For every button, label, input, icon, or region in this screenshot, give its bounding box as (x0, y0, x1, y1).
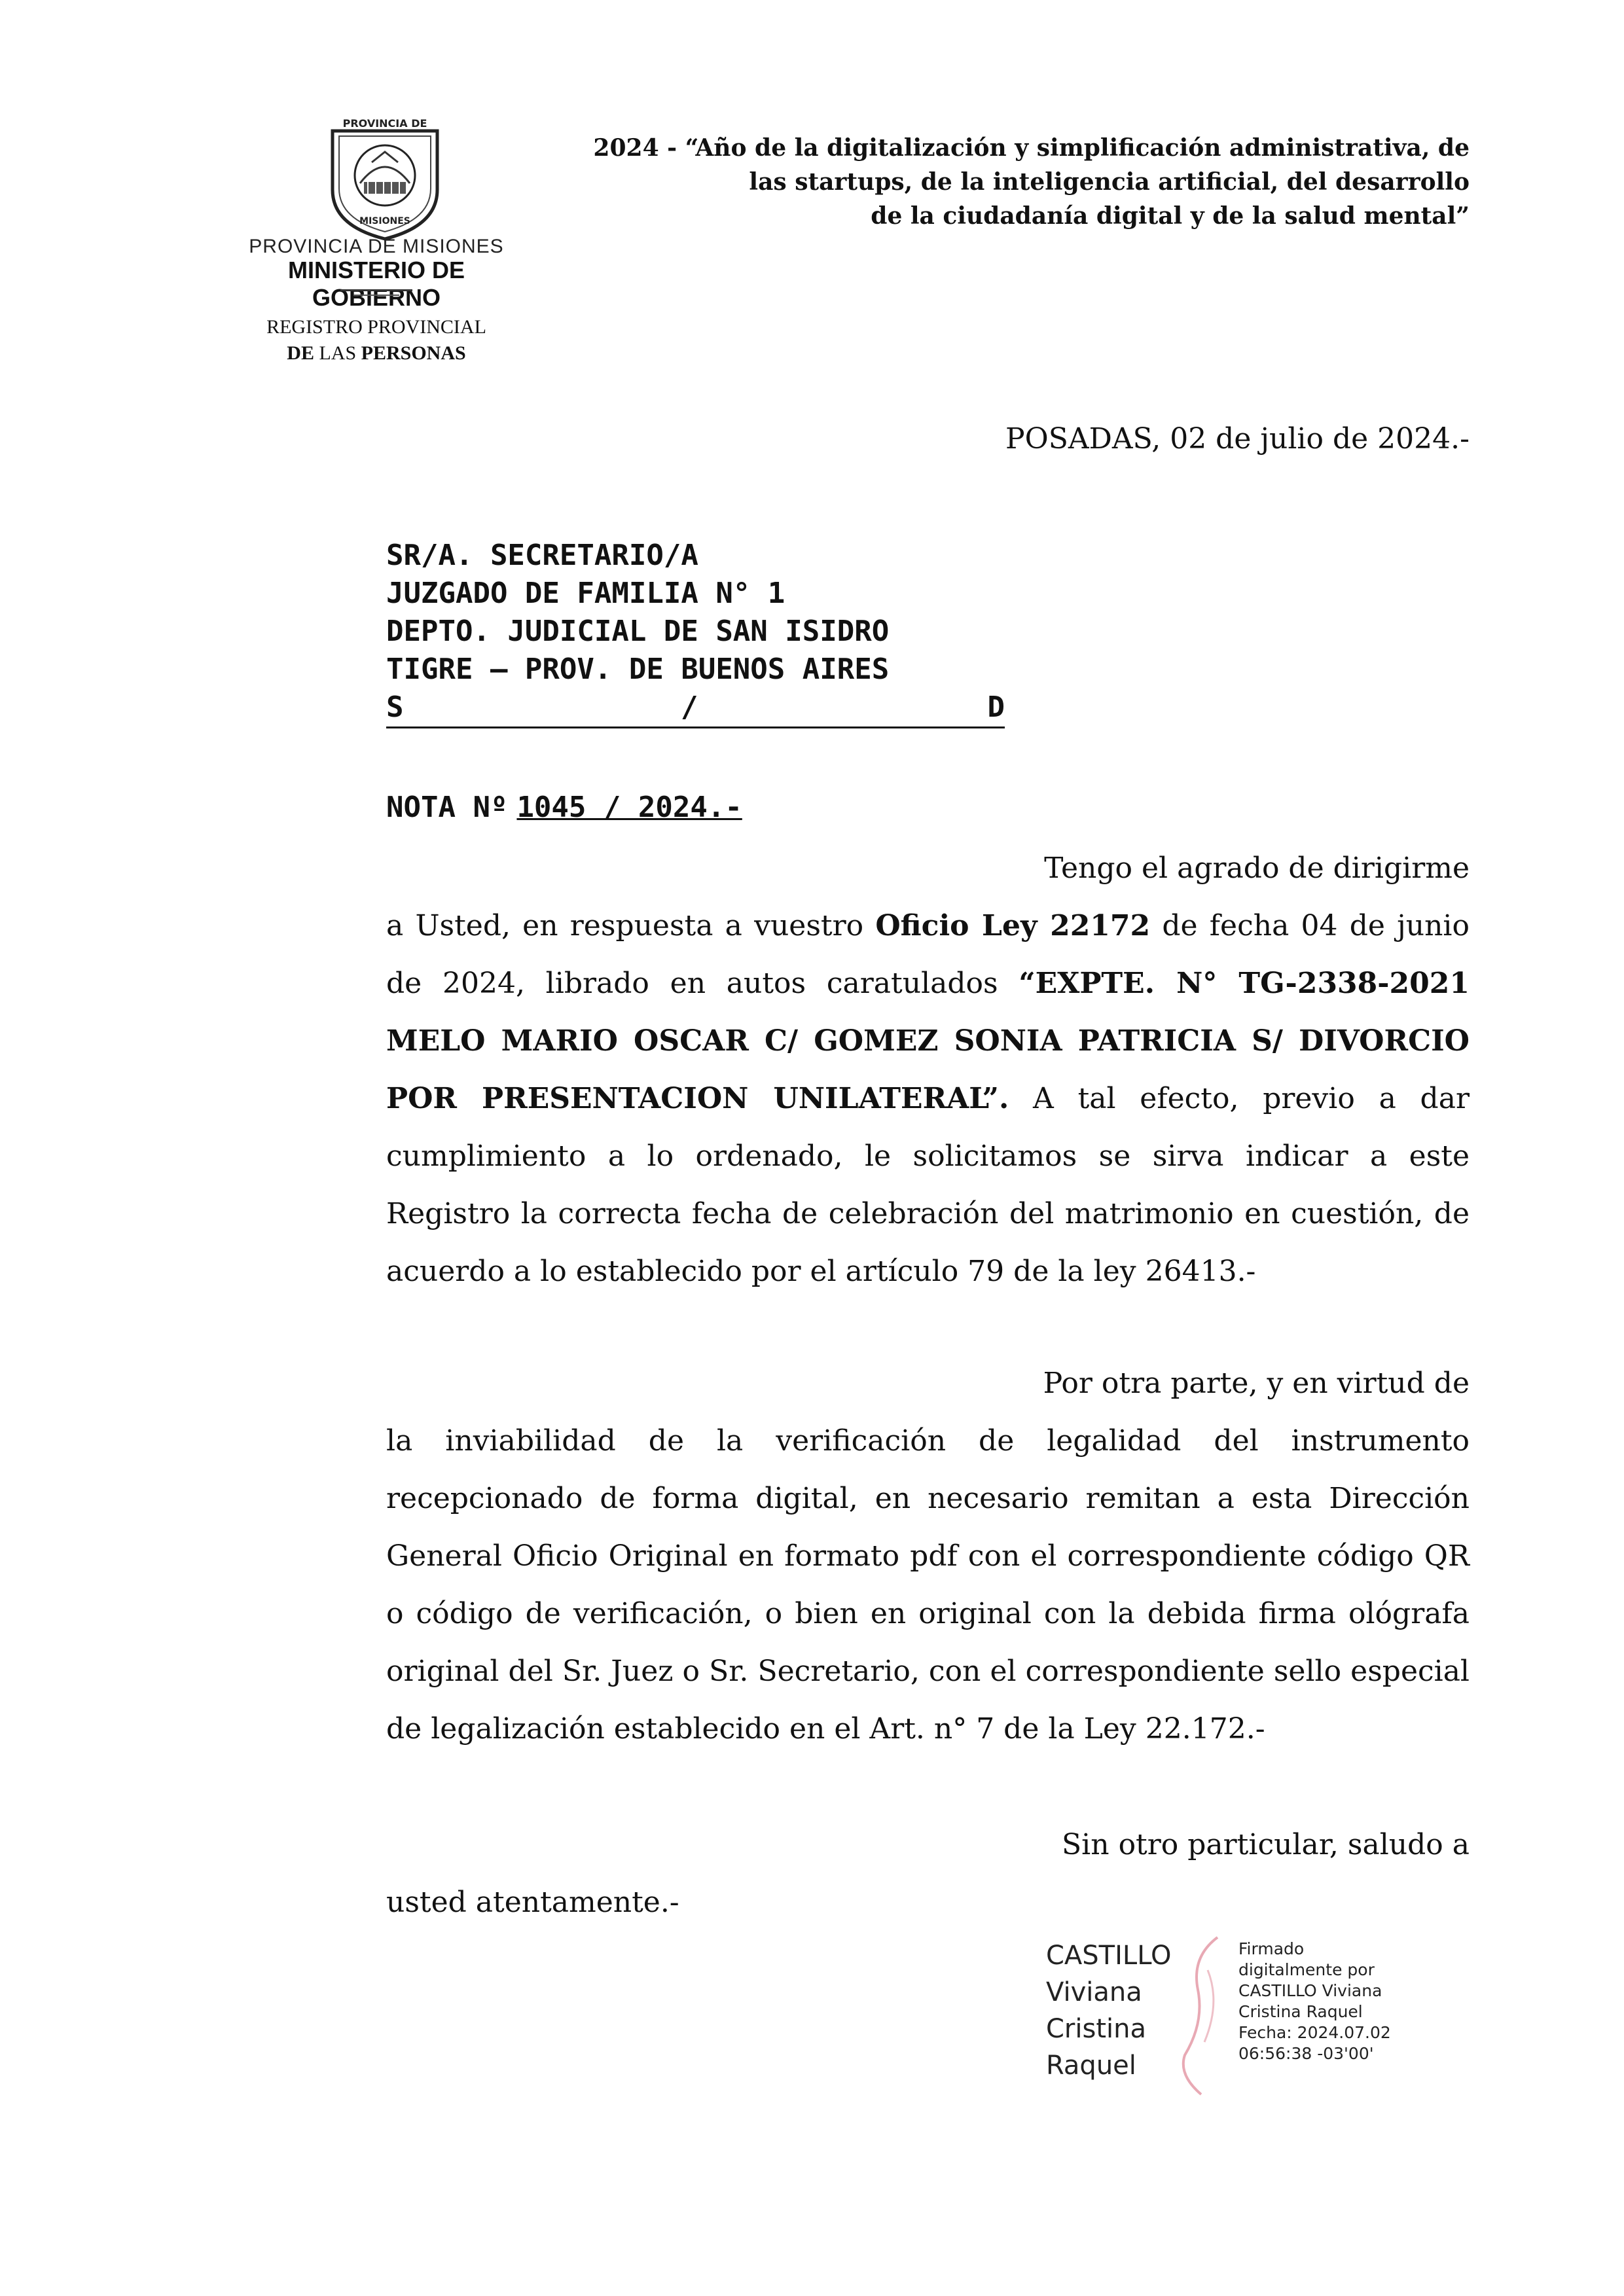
addressee-sd: S / D (386, 689, 1005, 728)
paragraph-1 (386, 840, 1470, 1300)
paragraph-3 (386, 1816, 1470, 1931)
oficio-reference: Oficio Ley 22172 (875, 909, 1151, 942)
note-label: NOTA Nº (386, 791, 508, 824)
registry-line-1: REGISTRO PROVINCIAL (266, 316, 486, 338)
registry-line-2: DE LAS PERSONAS (287, 342, 466, 364)
ministry-name: MINISTERIO DE GOBIERNO (287, 257, 465, 311)
seal-text-top: PROVINCIA DE (342, 117, 427, 130)
closing-body: usted atentamente.- (386, 1886, 679, 1919)
addressee-line-4: TIGRE – PROV. DE BUENOS AIRES (386, 653, 890, 686)
motto-line-3: de la ciudadanía digital y de la salud mental” (871, 202, 1470, 230)
case-title: “EXPTE. N° TG-2338-2021 MELO MARIO OSCAR C/ GOMEZ SONIA PATRICIA S/ DIVORCIO POR PRESENTACION UNILATERAL”. (386, 967, 1470, 1115)
addressee-block (386, 537, 1005, 728)
registry-name (223, 314, 530, 367)
signer-name: CASTILLO Viviana Cristina Raquel (1046, 1941, 1172, 2081)
addressee-line-2: JUZGADO DE FAMILIA N° 1 (386, 577, 785, 610)
addressee-line-1: SR/A. SECRETARIO/A (386, 539, 698, 572)
digital-signature-mark-icon (1172, 1931, 1231, 2101)
province-name: PROVINCIA DE MISIONES (249, 236, 504, 257)
addressee-line-3: DEPTO. JUDICIAL DE SAN ISIDRO (386, 615, 890, 648)
ministry-divider (340, 289, 412, 291)
note-number (386, 791, 742, 824)
paragraph-2 (386, 1355, 1470, 1758)
paragraph-1-opening: Tengo el agrado de dirigirme (1044, 852, 1470, 885)
paragraph-2-body: la inviabilidad de la verificación de legalidad del instrumento recepcionado de forma digital, en necesario remitan a esta Dirección General Oficio Original en formato pdf con el correspondiente código QR o código de verificación, o bien en original con la debida firma ológrafa original del Sr. Juez o Sr. Secretario, con el correspondiente sello especial de legalización establecido en el Art. n° 7 de la Ley 22.172.- (386, 1424, 1470, 1746)
year-motto (422, 131, 1470, 233)
ministry-divider-short (353, 295, 399, 296)
signature-metadata: Firmado digitalmente por CASTILLO Viviana Cristina Raquel Fecha: 2024.07.02 06:56:38 -03'00' (1238, 1939, 1391, 2063)
seal-text-bottom: MISIONES (359, 216, 410, 226)
paragraph-1-body: a Usted, en respuesta a vuestro Oficio Ley 22172 de fecha 04 de junio de 2024, librado en autos caratulados “EXPTE. N° TG-2338-2021 MELO MARIO OSCAR C/ GOMEZ SONIA PATRICIA S/ DIVORCIO POR PRESENTACION UNILATERAL”. A tal efecto, previo a dar cumplimiento a lo ordenado, le solicitamos se sirva indicar a este Registro la correcta fecha de celebración del matrimonio en cuestión, de acuerdo a lo establecido por el artículo 79 de la ley 26413.- (386, 909, 1470, 1288)
motto-line-2: las startups, de la inteligencia artificial, del desarrollo (749, 168, 1470, 196)
note-number-value: 1045 / 2024.- (516, 791, 742, 824)
place-date: POSADAS, 02 de julio de 2024.- (1005, 422, 1470, 456)
paragraph-2-opening: Por otra parte, y en virtud de (1043, 1367, 1470, 1400)
closing-opening: Sin otro particular, saludo a (1062, 1828, 1470, 1861)
motto-line-1: 2024 - “Año de la digitalización y simplificación administrativa, de (593, 134, 1470, 162)
